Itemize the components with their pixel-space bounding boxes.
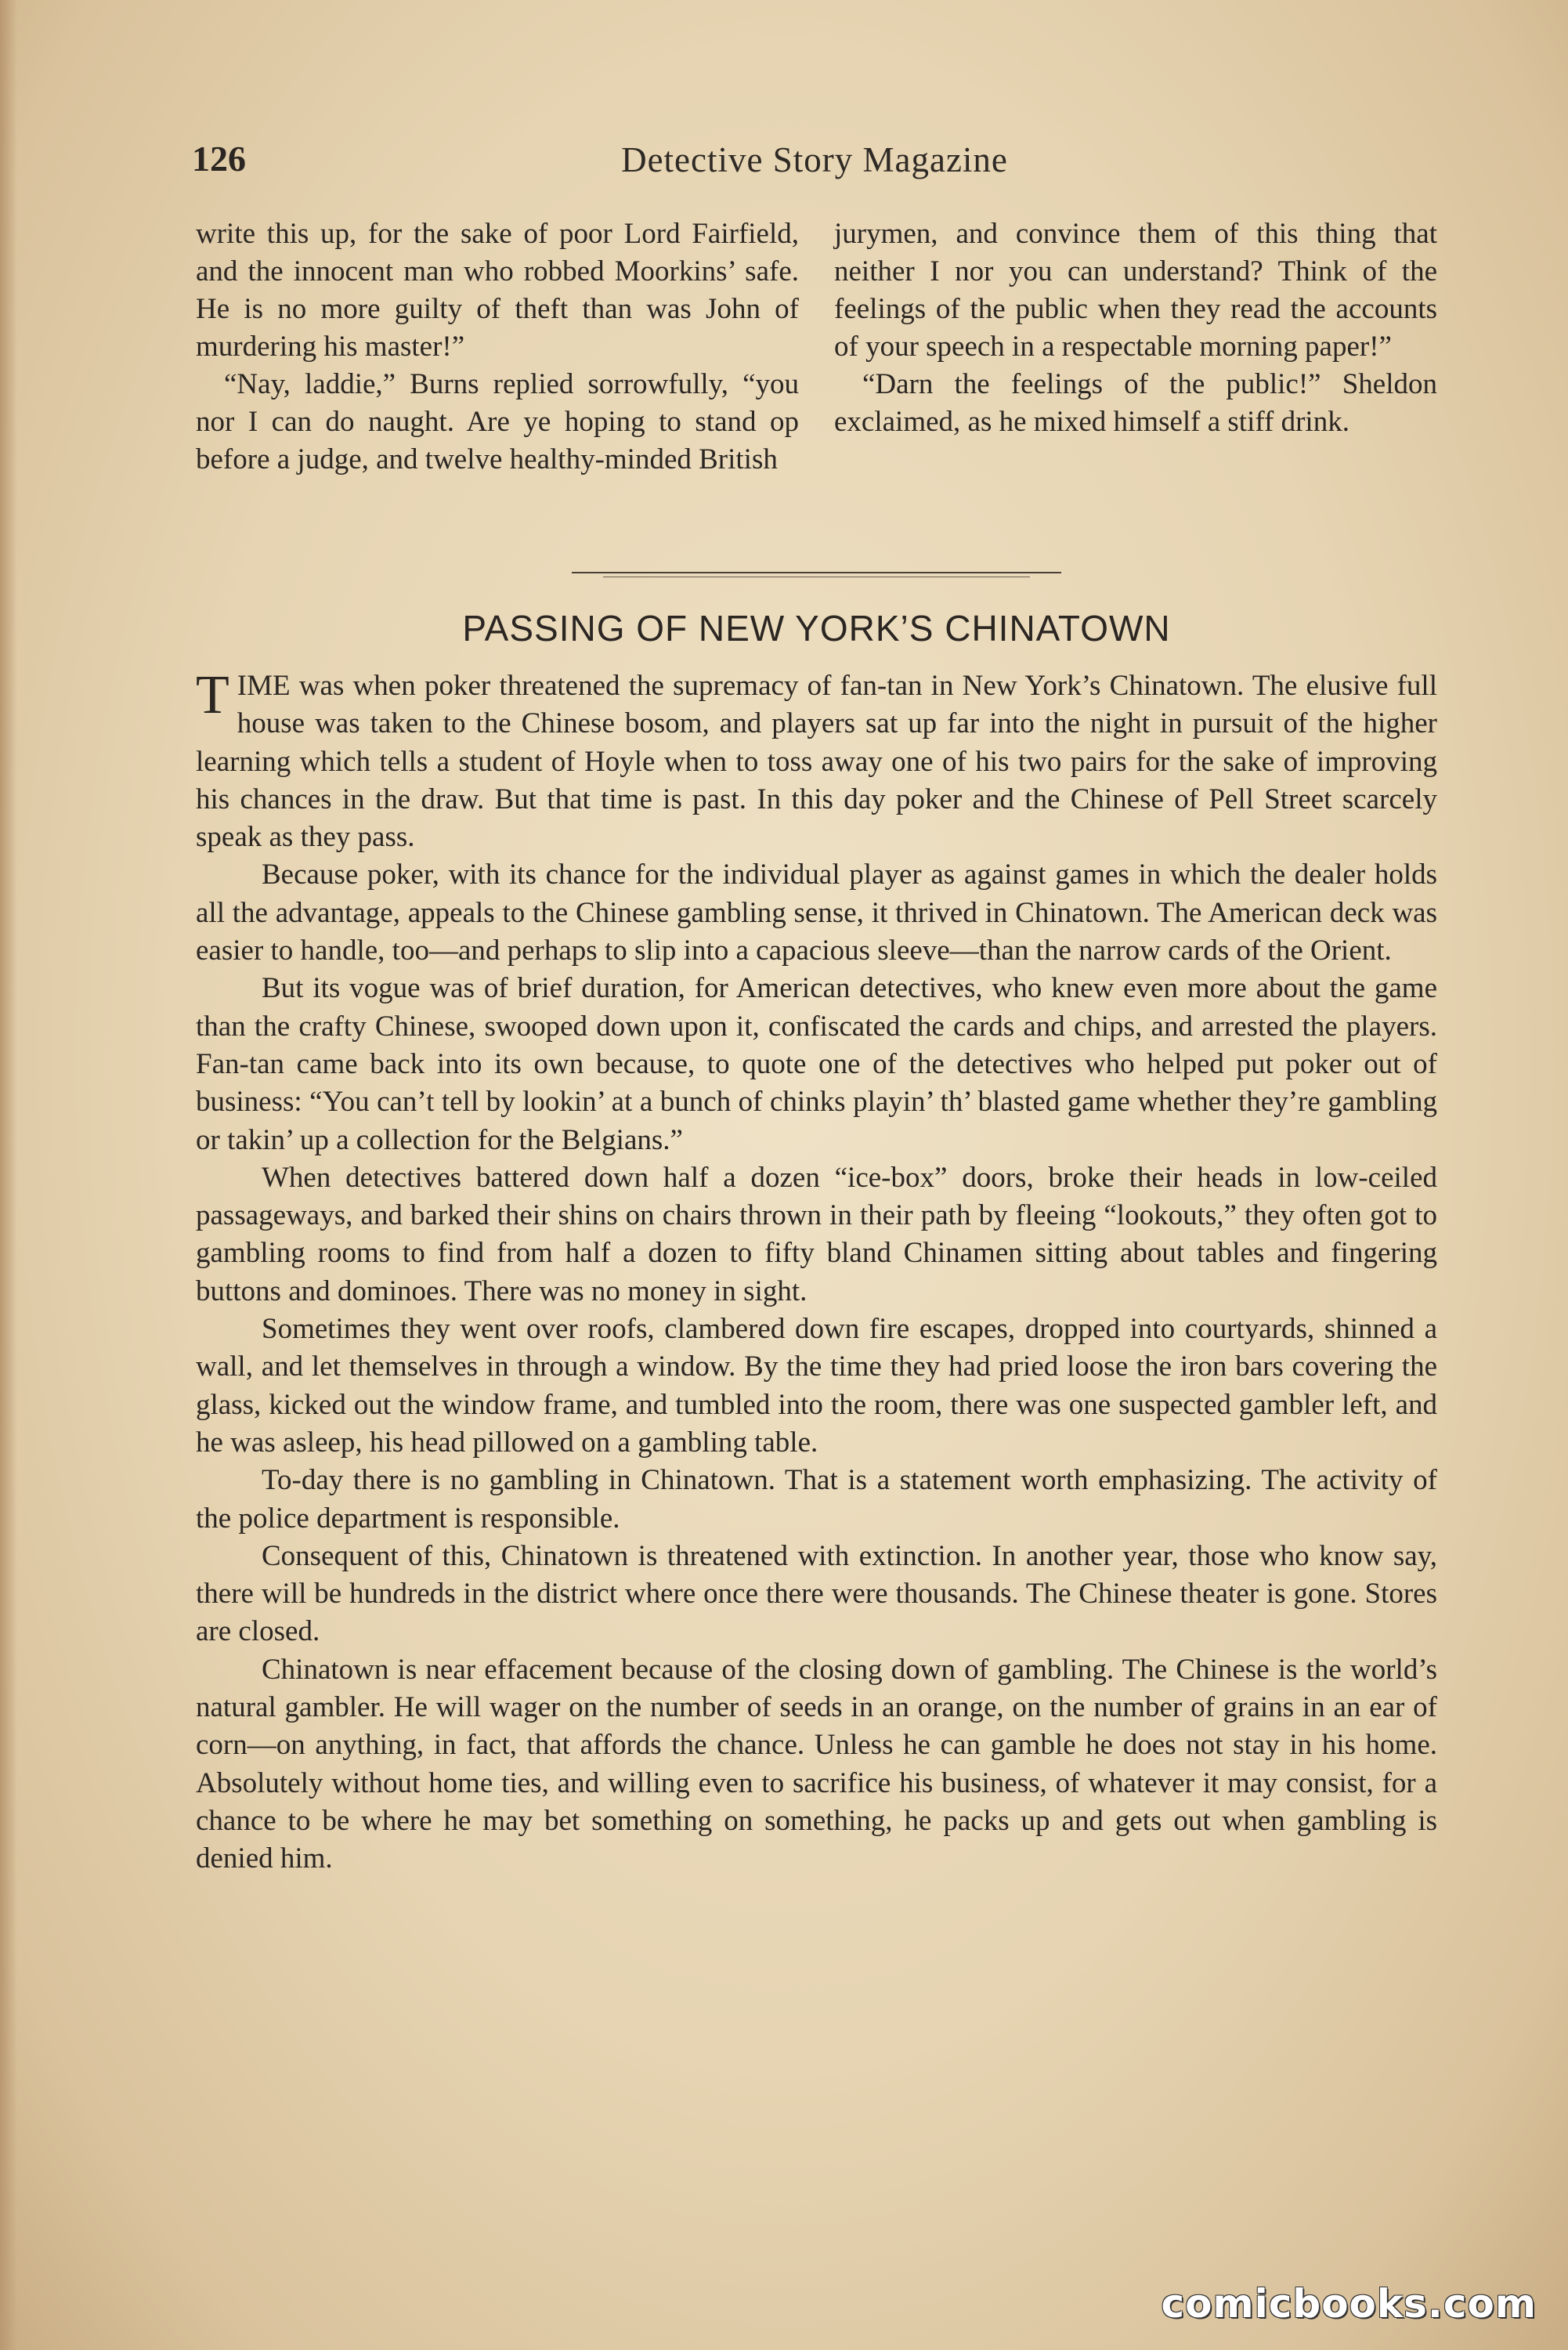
left-column-paragraph: “Nay, laddie,” Burns replied sorrowfully, “you nor I can do naught. Are ye hoping to stand op before a judge, and twelve healthy-minded British [196,368,799,475]
article-body [196,667,1437,1878]
article-paragraph: Chinatown is near effacement because of the closing down of gambling. The Chinese is the world’s natural gambler. He will wager on the number of seeds in an orange, on the number of grains in an ear of corn—on anything, in fact, that affords the chance. Unless he can gamble he does not stay in his home. Absolutely without home ties, and willing even to sacrifice his business, of whatever it may consist, for a chance to be where he may bet something on something, he packs up and gets out when gambling is denied him. [196,1653,1437,1875]
left-column [196,215,799,479]
running-title: Detective Story Magazine [621,140,1008,179]
drop-cap: T [196,665,229,725]
story-continuation [196,215,1437,552]
page-number: 126 [192,139,246,179]
article-title: PASSING OF NEW YORK’S CHINATOWN [462,608,1171,649]
page-header [192,138,1437,185]
article-paragraph-first [196,667,1437,856]
right-column-paragraph: jurymen, and convince them of this thing that neither I nor you can understand? Think of the feelings of the public when they read the accounts of your speech in a respectable morning paper!” [834,218,1437,363]
right-column-paragraph: “Darn the feelings of the public!” Sheldon exclaimed, as he mixed himself a stiff drink. [834,368,1437,438]
article-paragraph: Because poker, with its chance for the individual player as against games in which the dealer holds all the advantage, appeals to the Chinese gambling sense, it thrived in Chinatown. The American deck was easier to handle, too—and perhaps to slip into a capacious sleeve—than the narrow cards of the Orient. [196,859,1437,967]
article-paragraph: When detectives battered down half a dozen “ice-box” doors, broke their heads in low-ceiled passageways, and barked their shins on chairs thrown in their path by fleeing “lookouts,” they often got to gambling rooms to find from half a dozen to fifty bland Chinamen sitting about tables and fingering buttons and dominoes. There was no money in sight. [196,1161,1437,1307]
article-paragraph: Consequent of this, Chinatown is threatened with extinction. In another year, those who know say, there will be hundreds in the district where once there were thousands. The Chinese theater is gone. Stores are closed. [196,1539,1437,1648]
section-divider [572,572,1061,581]
page-edge-shadow [0,0,17,2350]
article-paragraph: Sometimes they went over roofs, clambered down fire escapes, dropped into courtyards, shinned a wall, and let themselves in through a window. By the time they had pried loose the iron bars covering the glass, kicked out the window frame, and tumbled into the room, there was one suspected gambler left, and he was asleep, his head pillowed on a gambling table. [196,1313,1437,1459]
first-paragraph-text: IME was when poker threatened the supremacy of fan-tan in New York’s Chinatown. The elusive full house was taken to the Chinese bosom, and players sat up far into the night in pursuit of the higher learning which tells a student of Hoyle when to toss away one of his two pairs for the sake of improving his chances in the draw. But that time is past. In this day poker and the Chinese of Pell Street scarcely speak as they pass. [196,670,1437,854]
divider-rule-top [572,572,1061,573]
watermark-logo: comicbooks.com [1161,2281,1537,2326]
article-paragraph: But its vogue was of brief duration, for American detectives, who knew even more about the game than the crafty Chinese, swooped down upon it, confiscated the cards and chips, and arrested the players. Fan-tan came back into its own because, to quote one of the detectives who helped put poker out of business: “You can’t tell by lookin’ at a bunch of chinks playin’ th’ blasted game whether they’re gambling or takin’ up a collection for the Belgians.” [196,972,1437,1156]
left-column-paragraph: write this up, for the sake of poor Lord Fairfield, and the innocent man who robbed Moorkins’ safe. He is no more guilty of theft than was John of murdering his master!” [196,218,799,363]
article-paragraph: To-day there is no gambling in Chinatown. That is a statement worth emphasizing. The activity of the police department is responsible. [196,1464,1437,1535]
right-column [834,215,1437,441]
